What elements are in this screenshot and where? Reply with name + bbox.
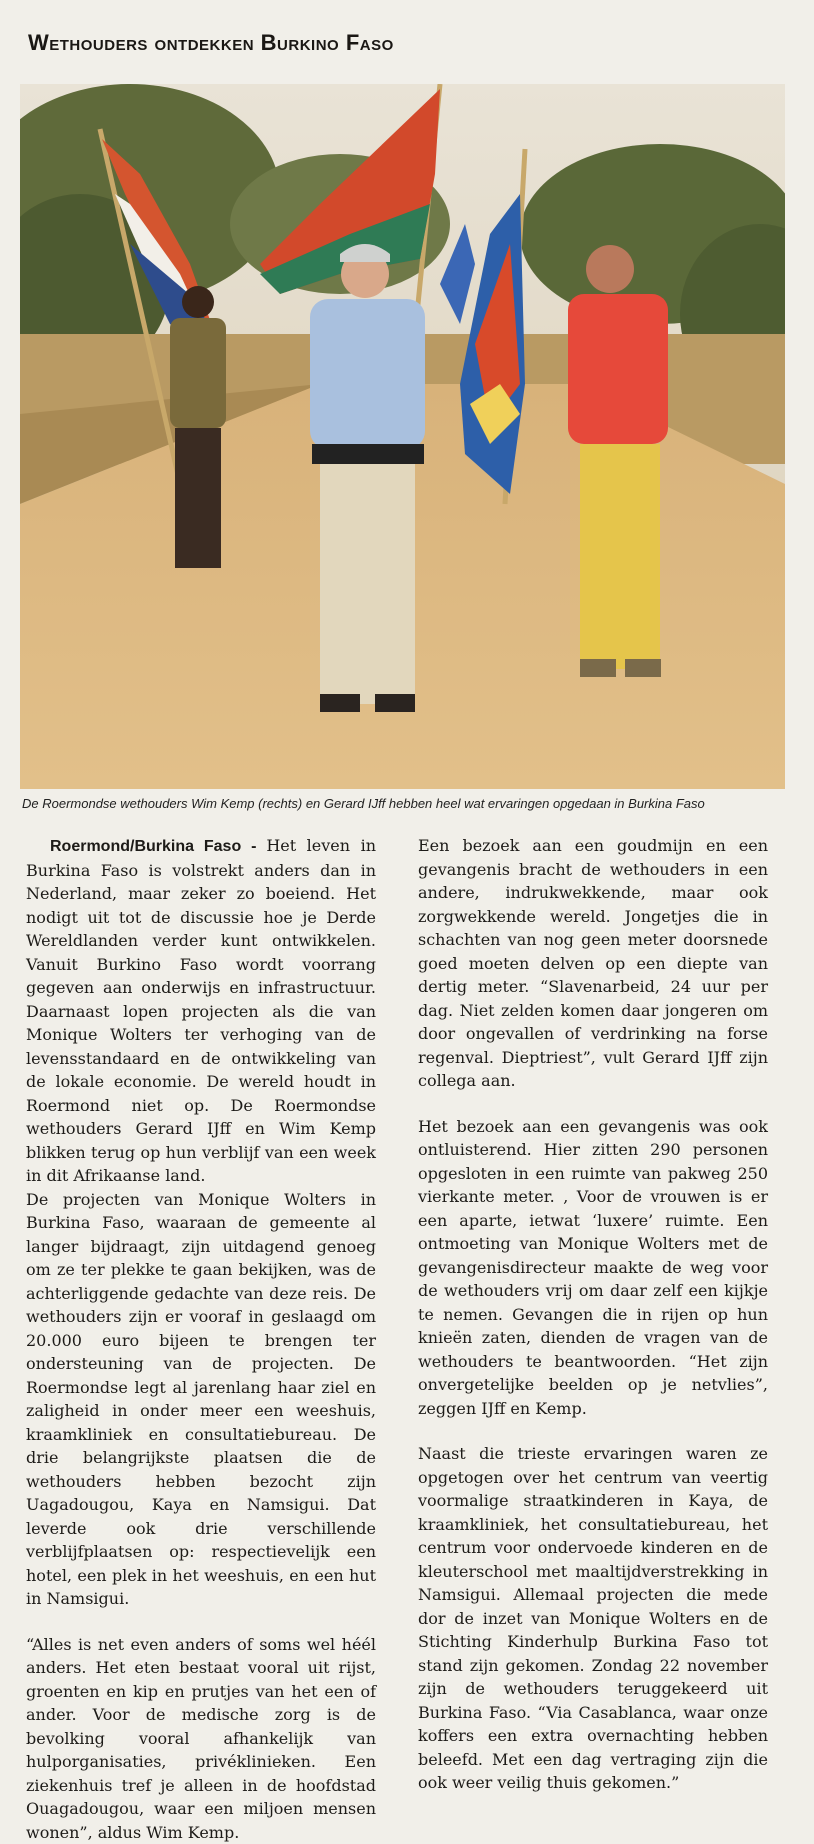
paragraph-1 (26, 834, 376, 1188)
right-column (418, 834, 768, 1795)
paragraph-1-text: Het leven in Burkina Faso is volstrekt anders dan in Nederland, maar zeker zo boeiend. Het nodigt uit tot de discussie hoe je Derde Wereldlanden verder kunt ontwikkelen. Vanuit Burkino Faso wordt voorrang gegeven aan onderwijs en infrastructuur. Daarnaast lopen projecten als die van Monique Wolters ter verhoging van de levensstandaard en de ontwikkeling van de lokale economie. De wereld houdt in Roermond niet op. De Roermondse wethouders Gerard IJff en Wim Kemp blikken terug op hun verblijf van een week in dit Afrikaanse land. (26, 836, 376, 1185)
paragraph-3: “Alles is net even anders of soms wel héél anders. Het eten bestaat vooral uit rijst, groenten en kip en prutjes van het een of ander. Voor de medische zorg is de bevolking vooral afhankelijk van hulporganisaties, privéklinieken. Een ziekenhuis tref je alleen in de hoofdstad Ouagadougou, waar een miljoen mensen wonen”, aldus Wim Kemp. (26, 1633, 376, 1844)
paragraph-5: Het bezoek aan een gevangenis was ook ontluisterend. Hier zitten 290 personen opgesloten in een ruimte van pakweg 250 vierkante meter. , Voor de vrouwen is er een aparte, ietwat ‘luxere’ ruimte. Een ontmoeting van Monique Wolters met de gevangenisdirecteur maakte de weg voor de wethouders vrij om daar zelf een kijkje te nemen. Gevangen die in rijen op hun knieën zaten, dienden de vragen van de wethouders te beantwoorden. “Het zijn onvergetelijke beelden op je netvlies”, zeggen IJff en Kemp. (418, 1115, 768, 1421)
article-headline: Wethouders ontdekken Burkino Faso (28, 30, 788, 56)
photo-caption: De Roermondse wethouders Wim Kemp (rechts) en Gerard IJff hebben heel wat ervaringen opgedaan in Burkina Faso (22, 796, 792, 811)
dateline: Roermond/Burkina Faso - (50, 838, 266, 855)
paragraph-4: Een bezoek aan een goudmijn en een gevangenis bracht de wethouders in een andere, indrukwekkende, maar ook zorgwekkende wereld. Jongetjes die in schachten van nog geen meter doorsnede goed moeten delven op een diepte van dertig meter. “Slavenarbeid, 24 uur per dag. Niet zelden komen daar jongeren om door ongevallen of verdrinking na forse regenval. Dieptriest”, vult Gerard IJff zijn collega aan. (418, 834, 768, 1093)
article-photo (20, 84, 785, 789)
left-column (26, 834, 376, 1844)
paragraph-2: De projecten van Monique Wolters in Burkina Faso, waaraan de gemeente al langer bijdraagt, zijn uitdagend genoeg om ze ter plekke te gaan bekijken, was de achterliggende gedachte van deze reis. De wethouders zijn er vooraf in geslaagd om 20.000 euro bijeen te brengen ter ondersteuning van de projecten. De Roermondse legt al jarenlang haar ziel en zaligheid in onder meer een weeshuis, kraamkliniek en consultatiebureau. De drie belangrijkste plaatsen die de wethouders hebben bezocht zijn Uagadougou, Kaya en Namsigui. Dat leverde ook drie verschillende verblijfplaatsen op: respectievelijk een hotel, een plek in het weeshuis, en een hut in Namsigui. (26, 1188, 376, 1611)
paragraph-6: Naast die trieste ervaringen waren ze opgetogen over het centrum van veertig voormalige straatkinderen in Kaya, de kraamkliniek, het consultatiebureau, het centrum voor ondervoede kinderen en de kleuterschool met maaltijdverstrekking in Namsigui. Allemaal projecten die mede dor de inzet van Monique Wolters en de Stichting Kinderhulp Burkina Faso tot stand zijn gekomen. Zondag 22 november zijn de wethouders teruggekeerd uit Burkina Faso. “Via Casablanca, waar onze koffers een extra overnachting hebben beleefd. Met een dag vertraging zijn die ook weer veilig thuis gekomen.” (418, 1442, 768, 1795)
